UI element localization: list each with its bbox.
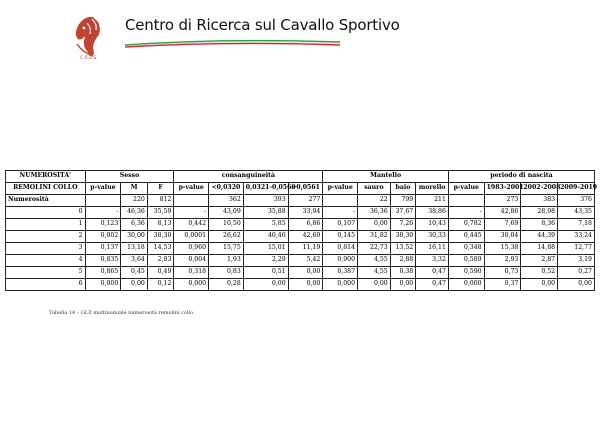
table-cell: 2 xyxy=(6,231,86,243)
table-cell: 40,46 xyxy=(243,231,288,243)
table-cell: - xyxy=(448,207,484,219)
table-cell: 0,002 xyxy=(85,231,121,243)
table-cell: 7,26 xyxy=(390,219,416,231)
table-cell: 0,51 xyxy=(243,267,288,279)
table-cell: 3 xyxy=(6,243,86,255)
table-cell: 12,77 xyxy=(558,243,595,255)
table-cell: 0,000 xyxy=(174,279,209,291)
table-cell: baio xyxy=(390,183,416,195)
table-cell: 8,36 xyxy=(521,219,558,231)
table-cell: 26,62 xyxy=(209,231,244,243)
table-cell: 35,59 xyxy=(147,207,174,219)
table-cell: 6,36 xyxy=(121,219,148,231)
table-cell: 4,55 xyxy=(358,267,391,279)
table-cell: 43,35 xyxy=(558,207,595,219)
table-cell: 277 xyxy=(288,195,323,207)
table-cell: 2,83 xyxy=(147,255,174,267)
table-cell: 376 xyxy=(558,195,595,207)
table-cell: 38,86 xyxy=(416,207,449,219)
table-cell: 0,814 xyxy=(323,243,358,255)
table-cell: 4 xyxy=(6,255,86,267)
table-cell: 0,00 xyxy=(521,279,558,291)
table-cell: 1983-2001 xyxy=(484,183,521,195)
table-cell: 0,12 xyxy=(147,279,174,291)
table-cell: M xyxy=(121,183,148,195)
table-row xyxy=(6,231,595,243)
table-cell: 0,45 xyxy=(121,267,148,279)
table-cell: 0,73 xyxy=(484,267,521,279)
table-cell: 383 xyxy=(521,195,558,207)
table-cell: 22 xyxy=(358,195,391,207)
table-cell: 5,85 xyxy=(243,219,288,231)
table-cell: 31,82 xyxy=(358,231,391,243)
table-cell: p-value xyxy=(85,183,121,195)
table-cell: <0,0320 xyxy=(209,183,244,195)
group-header-cell: consanguineità xyxy=(174,171,323,183)
count-row xyxy=(6,195,595,207)
table-cell: 15,38 xyxy=(484,243,521,255)
table-cell: >0,0561 xyxy=(288,183,323,195)
table-cell: 28,98 xyxy=(521,207,558,219)
table-cell: p-value xyxy=(448,183,484,195)
table-cell: 33,24 xyxy=(558,231,595,243)
table-cell: 0,83 xyxy=(209,267,244,279)
table-cell: - xyxy=(323,207,358,219)
table-cell: 16,11 xyxy=(416,243,449,255)
table-cell: 0,47 xyxy=(416,279,449,291)
table-cell: F xyxy=(147,183,174,195)
table-cell: 3,64 xyxy=(121,255,148,267)
table-cell: 0,00 xyxy=(358,279,391,291)
table-cell: 36,36 xyxy=(358,207,391,219)
crzs-horse-logo xyxy=(63,14,111,60)
table-cell xyxy=(174,195,209,207)
table-cell xyxy=(323,195,358,207)
table-cell: Numerosità xyxy=(6,195,86,207)
table-cell: 0,107 xyxy=(323,219,358,231)
table-cell: 5,42 xyxy=(288,255,323,267)
table-cell: p-value xyxy=(323,183,358,195)
table-cell: 43,09 xyxy=(209,207,244,219)
table-row xyxy=(6,219,595,231)
table-cell: 2002-2008 xyxy=(521,183,558,195)
table-row xyxy=(6,279,595,291)
table-cell: 0,00 xyxy=(558,279,595,291)
table-cell: 0,00 xyxy=(288,279,323,291)
table-cell: 0,145 xyxy=(323,231,358,243)
table-cell: 11,19 xyxy=(288,243,323,255)
table-cell: 0,47 xyxy=(416,267,449,279)
group-header-cell: Sesso xyxy=(85,171,174,183)
table-cell: 42,60 xyxy=(288,231,323,243)
table-cell: p-value xyxy=(174,183,209,195)
group-header-row xyxy=(6,171,595,183)
table-cell: 0,782 xyxy=(448,219,484,231)
table-cell: 42,86 xyxy=(484,207,521,219)
logo-tag: C.R.Z.S. xyxy=(80,56,98,61)
table-cell: 3,32 xyxy=(416,255,449,267)
table-cell: 33,94 xyxy=(288,207,323,219)
table-cell: 0,000 xyxy=(448,279,484,291)
table-cell: 220 xyxy=(121,195,148,207)
table-cell: 0,137 xyxy=(85,243,121,255)
remolini-collo-table xyxy=(5,170,598,291)
table-cell: 35,88 xyxy=(243,207,288,219)
group-header-cell: periodo di nascita xyxy=(448,171,594,183)
table-cell: 14,53 xyxy=(147,243,174,255)
table-cell: 0,960 xyxy=(174,243,209,255)
table-cell: 2009-2019 xyxy=(558,183,595,195)
table-cell: 46,36 xyxy=(121,207,148,219)
table-cell: 0,589 xyxy=(448,255,484,267)
table-cell: 0,835 xyxy=(85,255,121,267)
table-cell: 0,445 xyxy=(448,231,484,243)
table-cell xyxy=(448,195,484,207)
table-cell: 0,38 xyxy=(390,267,416,279)
table-cell: 0,318 xyxy=(174,267,209,279)
table-cell: morello xyxy=(416,183,449,195)
table-cell: 0,00 xyxy=(243,279,288,291)
tricolor-swoosh xyxy=(125,39,340,47)
table-cell: 0,0321-0,0560 xyxy=(243,183,288,195)
group-header-cell: NUMEROSITA' xyxy=(6,171,86,183)
table-cell: 2,87 xyxy=(521,255,558,267)
table-cell: 22,73 xyxy=(358,243,391,255)
table-cell: 0,590 xyxy=(448,267,484,279)
table-cell: 44,39 xyxy=(521,231,558,243)
table-cell: 30,33 xyxy=(416,231,449,243)
table-cell: 7,69 xyxy=(484,219,521,231)
table-cell: 2,88 xyxy=(390,255,416,267)
table-cell: 812 xyxy=(147,195,174,207)
table-cell: 7,18 xyxy=(558,219,595,231)
table-cell: 4,55 xyxy=(358,255,391,267)
table-cell: 0,900 xyxy=(323,255,358,267)
table-cell: 14,88 xyxy=(521,243,558,255)
table-row xyxy=(6,267,595,279)
table-cell: 0,0001 xyxy=(174,231,209,243)
table-cell: 0,00 xyxy=(390,279,416,291)
table-cell: 0,004 xyxy=(174,255,209,267)
table-cell: 2,93 xyxy=(484,255,521,267)
table-cell: 1,93 xyxy=(209,255,244,267)
table-cell: 0,442 xyxy=(174,219,209,231)
table-cell: 1 xyxy=(6,219,86,231)
table-cell: 6,86 xyxy=(288,219,323,231)
table-cell: 393 xyxy=(243,195,288,207)
table-cell: 211 xyxy=(416,195,449,207)
table-cell: 0,348 xyxy=(448,243,484,255)
table-cell: 799 xyxy=(390,195,416,207)
table-cell: 0,28 xyxy=(209,279,244,291)
table-cell: 362 xyxy=(209,195,244,207)
table-cell: 0,000 xyxy=(323,279,358,291)
table-cell: - xyxy=(174,207,209,219)
table-row xyxy=(6,255,595,267)
table-cell: 37,67 xyxy=(390,207,416,219)
table-row xyxy=(6,243,595,255)
table-cell: 2,29 xyxy=(243,255,288,267)
table-caption: Tabella 14 – GLZ multinomiale numerosità remolini collo xyxy=(49,310,194,316)
table-cell: 13,52 xyxy=(390,243,416,255)
table-cell: 0,387 xyxy=(323,267,358,279)
table-cell: 0,00 xyxy=(358,219,391,231)
table-cell: 0,49 xyxy=(147,267,174,279)
table-cell: 0,00 xyxy=(121,279,148,291)
table-cell: 10,43 xyxy=(416,219,449,231)
table-cell: 0,52 xyxy=(521,267,558,279)
table-cell: 10,50 xyxy=(209,219,244,231)
table-cell: 15,75 xyxy=(209,243,244,255)
table-cell: 0,27 xyxy=(558,267,595,279)
table-cell: 38,30 xyxy=(390,231,416,243)
table-cell: 3,19 xyxy=(558,255,595,267)
table-cell: REMOLINI COLLO xyxy=(6,183,86,195)
table-cell xyxy=(85,195,121,207)
table-cell: 0,000 xyxy=(85,279,121,291)
table-cell: 273 xyxy=(484,195,521,207)
table-cell: 0,123 xyxy=(85,219,121,231)
table-cell: 0,37 xyxy=(484,279,521,291)
column-header-row xyxy=(6,183,595,195)
organization-title: Centro di Ricerca sul Cavallo Sportivo xyxy=(125,16,400,34)
table-cell: 13,18 xyxy=(121,243,148,255)
table-cell: 6 xyxy=(6,279,86,291)
table-cell: - xyxy=(85,207,121,219)
table-cell: 0,865 xyxy=(85,267,121,279)
table-cell: sauro xyxy=(358,183,391,195)
group-header-cell: Mantello xyxy=(323,171,449,183)
table-row xyxy=(6,207,595,219)
table-cell: 30,00 xyxy=(121,231,148,243)
table-cell: 8,13 xyxy=(147,219,174,231)
table-cell: 0,00 xyxy=(288,267,323,279)
table-cell: 5 xyxy=(6,267,86,279)
table-cell: 38,30 xyxy=(147,231,174,243)
table-cell: 0 xyxy=(6,207,86,219)
table-cell: 15,01 xyxy=(243,243,288,255)
table-cell: 30,04 xyxy=(484,231,521,243)
